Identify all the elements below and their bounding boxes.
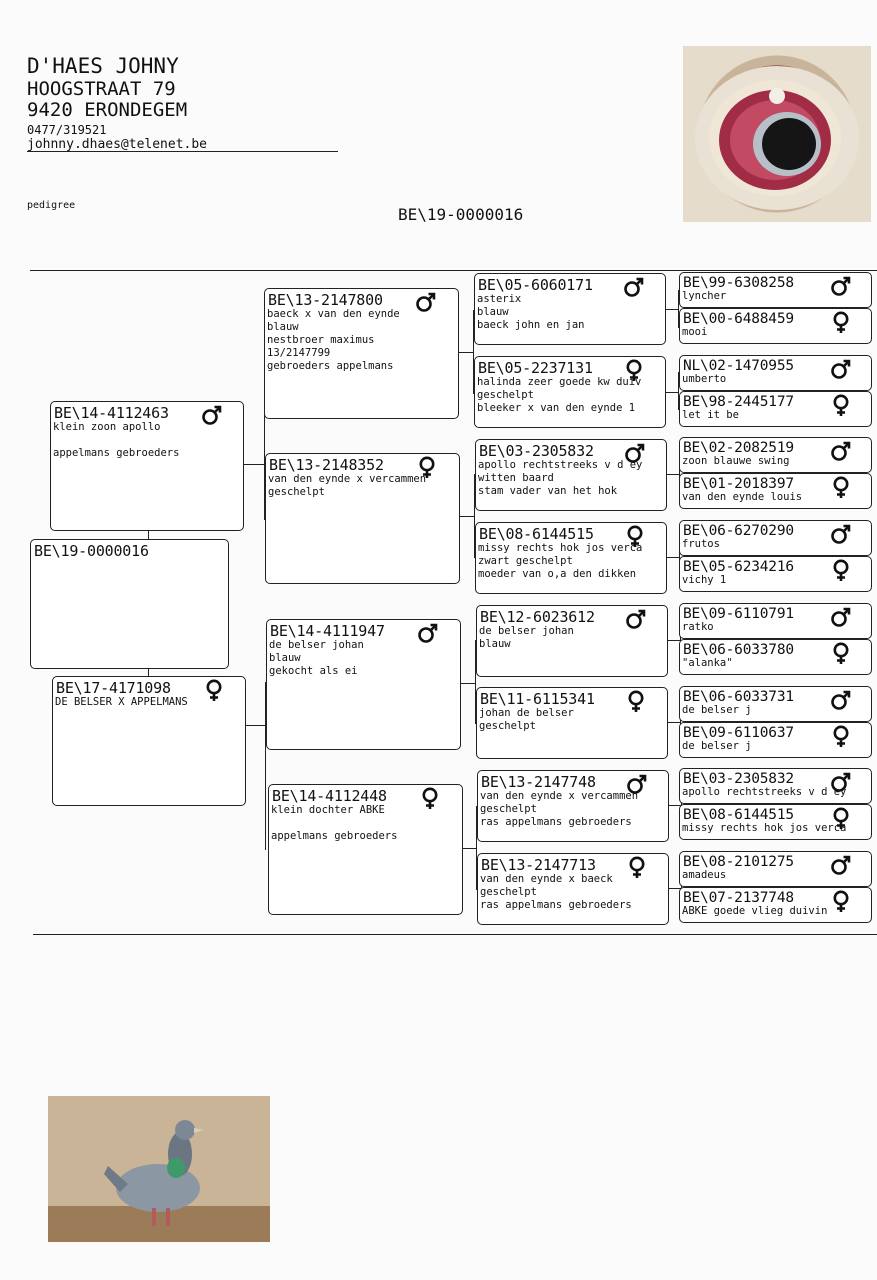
male-symbol-icon <box>830 689 852 715</box>
pedigree-note: baeck john en jan <box>477 319 585 331</box>
pedigree-note: appelmans gebroeders <box>53 447 180 459</box>
top-rule <box>30 270 877 271</box>
ancestor-box-gen3-5 <box>476 605 668 677</box>
ancestor-box-gen3-6 <box>476 687 668 759</box>
ancestor-box-gen3-4 <box>475 522 667 594</box>
ring-number: BE\05-2237131 <box>478 359 593 377</box>
ancestor-box-gen2-4 <box>268 784 463 915</box>
pedigree-note: de belser johan <box>479 625 574 637</box>
pigeon-graphic <box>48 1096 270 1242</box>
male-symbol-icon <box>626 773 648 799</box>
ancestor-box-gen4-11 <box>679 686 872 722</box>
pedigree-note: gebroeders appelmans <box>267 360 394 372</box>
pedigree-note: blauw <box>477 306 509 318</box>
ancestor-box-gen4-8 <box>679 556 872 592</box>
ancestor-box-gen4-10 <box>679 639 872 675</box>
subject-box <box>30 539 229 669</box>
sire-dam-box-gen1-2 <box>52 676 246 806</box>
ancestor-box-gen4-15 <box>679 851 872 887</box>
main-ring-title: BE\19-0000016 <box>398 205 524 224</box>
owner-block <box>27 56 207 151</box>
ancestor-box-gen4-2 <box>679 308 872 344</box>
pedigree-note <box>51 434 243 447</box>
ancestor-box-gen4-16 <box>679 887 872 923</box>
male-symbol-icon <box>830 275 852 301</box>
ancestor-box-gen2-3 <box>266 619 461 750</box>
ancestor-box-gen4-14 <box>679 804 872 840</box>
female-symbol-icon <box>419 787 441 815</box>
pedigree-note: de belser johan <box>269 639 364 651</box>
ancestor-box-gen4-1 <box>679 272 872 308</box>
male-symbol-icon <box>830 358 852 384</box>
bird-name: apollo rechtstreeks v d ey <box>682 785 847 798</box>
ring-number: BE\05-6234216 <box>683 559 794 575</box>
ring-number: BE\99-6308258 <box>683 275 794 291</box>
pedigree-note: van den eynde x vercammen <box>480 790 639 802</box>
ring-number: BE\03-2305832 <box>683 771 794 787</box>
ring-number: BE\05-6060171 <box>478 276 593 294</box>
male-symbol-icon <box>830 606 852 632</box>
pedigree-note: blauw <box>479 638 511 650</box>
pedigree-note: zwart geschelpt <box>478 555 573 567</box>
pedigree-note: baeck x van den eynde <box>267 308 400 320</box>
female-symbol-icon <box>624 525 646 553</box>
male-symbol-icon <box>415 291 437 317</box>
ring-number: BE\06-6270290 <box>683 523 794 539</box>
sire-dam-box-gen1-1 <box>50 401 244 531</box>
owner-name: D'HAES JOHNY <box>27 54 179 78</box>
pedigree-note: geschelpt <box>268 486 325 498</box>
ring-number: BE\09-6110637 <box>683 725 794 741</box>
female-symbol-icon <box>623 359 645 387</box>
pedigree-note: apollo rechtstreeks v d ey <box>478 459 643 471</box>
ring-number: BE\08-6144515 <box>479 525 594 543</box>
ring-number: BE\14-4111947 <box>270 622 385 640</box>
male-symbol-icon <box>624 442 646 468</box>
pedigree-note: asterix <box>477 293 522 305</box>
ancestor-box-gen4-4 <box>679 391 872 427</box>
pedigree-note <box>269 817 462 830</box>
ring-number: BE\02-2082519 <box>683 440 794 456</box>
pedigree-label: pedigree <box>27 200 76 211</box>
bird-name: ratko <box>682 620 714 633</box>
ancestor-box-gen3-3 <box>475 439 667 511</box>
owner-underline <box>27 151 338 152</box>
bird-name: de belser j <box>682 739 752 752</box>
ring-number: BE\12-6023612 <box>480 608 595 626</box>
bird-name: "alanka" <box>682 656 733 669</box>
ancestor-box-gen2-1 <box>264 288 459 419</box>
pedigree-note: appelmans gebroeders <box>271 830 398 842</box>
pedigree-note: klein dochter ABKE <box>271 804 385 816</box>
female-symbol-icon <box>416 456 438 484</box>
female-symbol-icon <box>830 725 852 753</box>
pedigree-note: blauw <box>267 321 299 333</box>
pedigree-note: van den eynde x baeck <box>480 873 613 885</box>
bird-name: zoon blauwe swing <box>682 454 790 467</box>
pedigree-note: moeder van o,a den dikken <box>478 568 637 580</box>
pedigree-note: klein zoon apollo <box>53 421 161 433</box>
male-symbol-icon <box>830 523 852 549</box>
bird-name: missy rechts hok jos verca <box>682 821 847 834</box>
ring-number: BE\08-6144515 <box>683 807 794 823</box>
ancestor-box-gen4-5 <box>679 437 872 473</box>
ring-number: BE\13-2147748 <box>481 773 596 791</box>
male-symbol-icon <box>623 276 645 302</box>
pedigree-note: DE BELSER X APPELMANS <box>55 696 188 708</box>
ancestor-box-gen3-8 <box>477 853 669 925</box>
subject-ring: BE\19-0000016 <box>34 542 149 560</box>
ring-number: NL\02-1470955 <box>683 358 794 374</box>
ring-number: BE\06-6033780 <box>683 642 794 658</box>
ancestor-box-gen4-7 <box>679 520 872 556</box>
bottom-rule <box>33 934 877 935</box>
pedigree-note: missy rechts hok jos verca <box>478 542 643 554</box>
female-symbol-icon <box>830 476 852 504</box>
ring-number: BE\03-2305832 <box>479 442 594 460</box>
male-symbol-icon <box>201 404 223 430</box>
pedigree-note: ras appelmans gebroeders <box>480 816 632 828</box>
male-symbol-icon <box>830 440 852 466</box>
eye-graphic <box>683 46 871 222</box>
ring-number: BE\17-4171098 <box>56 679 171 697</box>
ancestor-box-gen3-7 <box>477 770 669 842</box>
pedigree-note: blauw <box>269 652 301 664</box>
ancestor-box-gen4-13 <box>679 768 872 804</box>
pedigree-note: 13/2147799 <box>267 347 331 359</box>
ring-number: BE\08-2101275 <box>683 854 794 870</box>
pedigree-note: bleeker x van den eynde 1 <box>477 402 636 414</box>
female-symbol-icon <box>830 890 852 918</box>
female-symbol-icon <box>830 311 852 339</box>
ring-number: BE\14-4112463 <box>54 404 169 422</box>
pigeon-photo <box>48 1096 270 1242</box>
female-symbol-icon <box>830 559 852 587</box>
ancestor-box-gen4-9 <box>679 603 872 639</box>
bird-name: mooi <box>682 325 708 338</box>
ring-number: BE\13-2147713 <box>481 856 596 874</box>
pedigree-note: geschelpt <box>479 720 536 732</box>
owner-street: HOOGSTRAAT 79 <box>27 78 176 100</box>
pedigree-note: ras appelmans gebroeders <box>480 899 632 911</box>
male-symbol-icon <box>417 622 439 648</box>
pedigree-note: nestbroer maximus <box>267 334 375 346</box>
ring-number: BE\98-2445177 <box>683 394 794 410</box>
female-symbol-icon <box>830 642 852 670</box>
eye-photo <box>683 46 871 222</box>
ancestor-box-gen3-1 <box>474 273 666 345</box>
male-symbol-icon <box>625 608 647 634</box>
ring-number: BE\14-4112448 <box>272 787 387 805</box>
female-symbol-icon <box>830 394 852 422</box>
ring-number: BE\01-2018397 <box>683 476 794 492</box>
ring-number: BE\09-6110791 <box>683 606 794 622</box>
pedigree-note: gekocht als ei <box>269 665 358 677</box>
ancestor-box-gen2-2 <box>265 453 460 584</box>
ring-number: BE\00-6488459 <box>683 311 794 327</box>
bird-name: frutos <box>682 537 720 550</box>
bird-name: vichy 1 <box>682 573 727 586</box>
female-symbol-icon <box>626 856 648 884</box>
bird-name: de belser j <box>682 703 752 716</box>
female-symbol-icon <box>625 690 647 718</box>
owner-city: 9420 ERONDEGEM <box>27 99 188 121</box>
male-symbol-icon <box>830 854 852 880</box>
ancestor-box-gen4-6 <box>679 473 872 509</box>
ancestor-box-gen4-12 <box>679 722 872 758</box>
ancestor-box-gen3-2 <box>474 356 666 428</box>
ring-number: BE\13-2148352 <box>269 456 384 474</box>
bird-name: amadeus <box>682 868 727 881</box>
female-symbol-icon <box>830 807 852 835</box>
female-symbol-icon <box>203 679 225 707</box>
bird-name: let it be <box>682 408 739 421</box>
pedigree-note: halinda zeer goede kw duiv <box>477 376 642 388</box>
ancestor-box-gen4-3 <box>679 355 872 391</box>
ring-number: BE\06-6033731 <box>683 689 794 705</box>
pedigree-note: johan de belser <box>479 707 574 719</box>
pedigree-note: geschelpt <box>480 803 537 815</box>
owner-email: johnny.dhaes@telenet.be <box>27 137 208 152</box>
bird-name: lyncher <box>682 289 727 302</box>
ring-number: BE\13-2147800 <box>268 291 383 309</box>
pedigree-note: geschelpt <box>477 389 534 401</box>
pedigree-note: van den eynde x vercammen <box>268 473 427 485</box>
ring-number: BE\07-2137748 <box>683 890 794 906</box>
bird-name: umberto <box>682 372 727 385</box>
pedigree-note: stam vader van het hok <box>478 485 618 497</box>
owner-phone: 0477/319521 <box>27 123 107 137</box>
pedigree-note: geschelpt <box>480 886 537 898</box>
bird-name: van den eynde louis <box>682 490 803 503</box>
ring-number: BE\11-6115341 <box>480 690 595 708</box>
pedigree-note: witten baard <box>478 472 554 484</box>
male-symbol-icon <box>830 771 852 797</box>
bird-name: ABKE goede vlieg duivin <box>682 904 828 917</box>
